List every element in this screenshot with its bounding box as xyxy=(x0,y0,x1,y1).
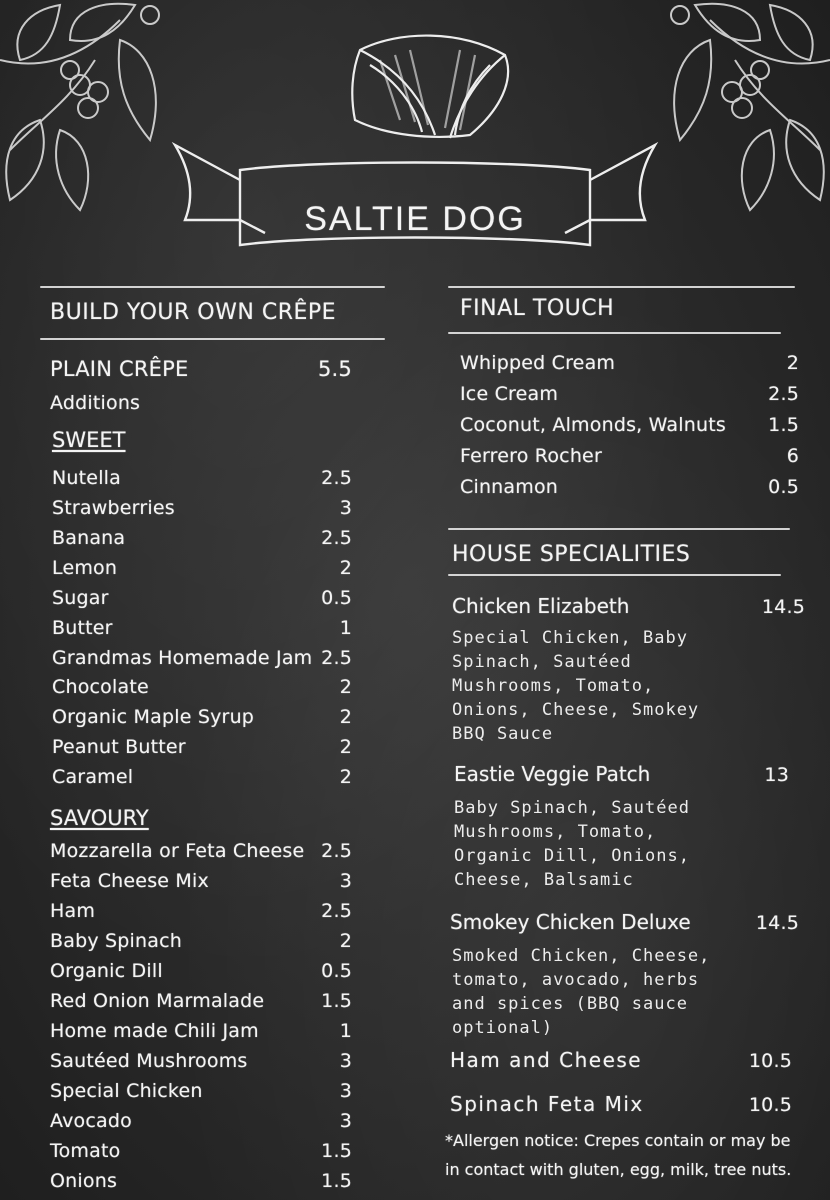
specialty-item xyxy=(450,1048,792,1072)
item-name: Sautéed Mushrooms xyxy=(50,1050,248,1072)
menu-item xyxy=(52,706,352,728)
section-title-house-specialities: HOUSE SPECIALITIES xyxy=(452,542,691,567)
item-price: 0.5 xyxy=(321,587,352,609)
section-title-final-touch: FINAL TOUCH xyxy=(460,296,615,321)
item-name: Spinach Feta Mix xyxy=(450,1092,644,1116)
item-name: Strawberries xyxy=(52,497,175,519)
divider xyxy=(448,574,781,576)
item-price: 1 xyxy=(339,617,352,639)
specialty-item xyxy=(454,762,789,786)
specialty-item xyxy=(452,594,805,618)
item-price: 14.5 xyxy=(761,596,805,618)
item-price: 3 xyxy=(339,497,352,519)
item-price: 13 xyxy=(764,764,789,786)
item-name: Nutella xyxy=(52,467,121,489)
description-line: Onions, Cheese, Smokey xyxy=(452,700,700,720)
divider xyxy=(448,528,790,530)
item-description xyxy=(452,944,710,1040)
description-line: Cheese, Balsamic xyxy=(454,870,634,890)
restaurant-title: SALTIE DOG xyxy=(304,200,526,238)
leaf-illustration-right xyxy=(650,0,830,220)
item-price: 3 xyxy=(339,1110,352,1132)
item-price: 2 xyxy=(339,930,352,952)
item-price: 1.5 xyxy=(321,1140,352,1162)
item-price: 2 xyxy=(339,736,352,758)
item-name: Coconut, Almonds, Walnuts xyxy=(460,414,726,436)
item-name: Ham and Cheese xyxy=(450,1048,643,1072)
item-price: 0.5 xyxy=(321,960,352,982)
item-price: 3 xyxy=(339,870,352,892)
item-name: Chicken Elizabeth xyxy=(452,594,630,618)
item-price: 3 xyxy=(339,1080,352,1102)
item-price: 2.5 xyxy=(321,900,352,922)
item-price: 2 xyxy=(339,557,352,579)
menu-item xyxy=(52,557,352,579)
item-name: Mozzarella or Feta Cheese xyxy=(50,840,305,862)
item-price: 1 xyxy=(339,1020,352,1042)
item-name: PLAIN CRÊPE xyxy=(50,357,189,381)
item-name: Home made Chili Jam xyxy=(50,1020,259,1042)
item-name: Ham xyxy=(50,900,96,922)
item-price: 2 xyxy=(339,766,352,788)
item-name: Whipped Cream xyxy=(460,352,616,374)
menu-item xyxy=(50,930,352,952)
item-name: Avocado xyxy=(50,1110,132,1132)
item-name: Banana xyxy=(52,527,126,549)
menu-item xyxy=(50,1110,352,1132)
allergen-notice xyxy=(445,1126,827,1184)
divider xyxy=(40,338,385,340)
description-line: Mushrooms, Tomato, xyxy=(452,676,655,696)
menu-item xyxy=(460,383,799,405)
menu-item xyxy=(50,990,352,1012)
item-name: Ferrero Rocher xyxy=(460,445,602,467)
item-price: 2.5 xyxy=(321,467,352,489)
item-description xyxy=(452,626,699,746)
item-name: Organic Dill xyxy=(50,960,163,982)
menu-item xyxy=(52,587,352,609)
item-name: Baby Spinach xyxy=(50,930,182,952)
item-price: 10.5 xyxy=(748,1050,792,1072)
item-name: Red Onion Marmalade xyxy=(50,990,265,1012)
notice-line: in contact with gluten, egg, milk, tree nuts. xyxy=(445,1160,792,1179)
subsection-savoury: SAVOURY xyxy=(50,806,149,830)
menu-item xyxy=(50,960,352,982)
item-name: Special Chicken xyxy=(50,1080,203,1102)
menu-item xyxy=(460,476,799,498)
description-line: optional) xyxy=(452,1018,554,1038)
specialty-item xyxy=(450,910,799,934)
menu-item xyxy=(460,352,799,374)
divider xyxy=(448,286,795,288)
menu-item xyxy=(52,676,352,698)
menu-item xyxy=(460,414,799,436)
item-name: Caramel xyxy=(52,766,134,788)
menu-item xyxy=(460,445,799,467)
item-name: Tomato xyxy=(50,1140,121,1162)
item-name: Peanut Butter xyxy=(52,736,186,758)
menu-item xyxy=(50,900,352,922)
item-name: Lemon xyxy=(52,557,118,579)
additions-label: Additions xyxy=(50,392,141,414)
item-price: 3 xyxy=(339,1050,352,1072)
item-price: 2.5 xyxy=(321,840,352,862)
item-price: 2 xyxy=(339,676,352,698)
item-price: 6 xyxy=(786,445,799,467)
item-price: 0.5 xyxy=(768,476,799,498)
item-price: 1.5 xyxy=(321,1170,352,1192)
description-line: Spinach, Sautéed xyxy=(452,652,632,672)
title-banner-ribbon xyxy=(165,125,665,265)
menu-item xyxy=(50,1020,352,1042)
divider xyxy=(448,332,781,334)
item-price: 10.5 xyxy=(748,1094,792,1116)
description-line: tomato, avocado, herbs xyxy=(452,970,700,990)
section-title-build: BUILD YOUR OWN CRÊPE xyxy=(50,300,337,325)
description-line: Special Chicken, Baby xyxy=(452,628,688,648)
item-price: 5.5 xyxy=(318,357,352,381)
menu-item xyxy=(52,766,352,788)
item-price: 2 xyxy=(339,706,352,728)
notice-line: *Allergen notice: Crepes contain or may be xyxy=(445,1131,791,1150)
description-line: and spices (BBQ sauce xyxy=(452,994,688,1014)
item-name: Eastie Veggie Patch xyxy=(454,762,651,786)
item-price: 2.5 xyxy=(768,383,799,405)
menu-item xyxy=(50,1080,352,1102)
menu-item xyxy=(50,1140,352,1162)
item-price: 2.5 xyxy=(321,527,352,549)
item-name: Grandmas Homemade Jam xyxy=(52,647,313,669)
item-price: 1.5 xyxy=(768,414,799,436)
item-price: 14.5 xyxy=(755,912,799,934)
menu-item xyxy=(50,870,352,892)
specialty-item xyxy=(450,1092,792,1116)
item-name: Feta Cheese Mix xyxy=(50,870,209,892)
menu-item xyxy=(52,617,352,639)
item-name: Sugar xyxy=(52,587,109,609)
description-line: Mushrooms, Tomato, xyxy=(454,822,657,842)
description-line: Baby Spinach, Sautéed xyxy=(454,798,690,818)
menu-item xyxy=(52,467,352,489)
menu-item xyxy=(50,1050,352,1072)
description-line: Smoked Chicken, Cheese, xyxy=(452,946,711,966)
menu-item xyxy=(52,527,352,549)
item-name: Chocolate xyxy=(52,676,149,698)
item-name: Onions xyxy=(50,1170,118,1192)
item-name: Cinnamon xyxy=(460,476,559,498)
item-description xyxy=(454,796,690,892)
menu-item xyxy=(52,736,352,758)
item-name: Ice Cream xyxy=(460,383,559,405)
item-price: 2.5 xyxy=(321,647,352,669)
subsection-sweet: SWEET xyxy=(52,428,126,452)
menu-item xyxy=(50,840,352,862)
divider xyxy=(40,286,385,288)
item-price: 1.5 xyxy=(321,990,352,1012)
menu-item xyxy=(50,1170,352,1192)
item-name: Smokey Chicken Deluxe xyxy=(450,910,691,934)
description-line: BBQ Sauce xyxy=(452,724,554,744)
item-name: Organic Maple Syrup xyxy=(52,706,255,728)
plain-crepe-row xyxy=(50,357,352,381)
leaf-illustration-left xyxy=(0,0,180,220)
menu-item xyxy=(52,647,352,669)
item-name: Butter xyxy=(52,617,113,639)
description-line: Organic Dill, Onions, xyxy=(454,846,690,866)
item-price: 2 xyxy=(786,352,799,374)
menu-item xyxy=(52,497,352,519)
